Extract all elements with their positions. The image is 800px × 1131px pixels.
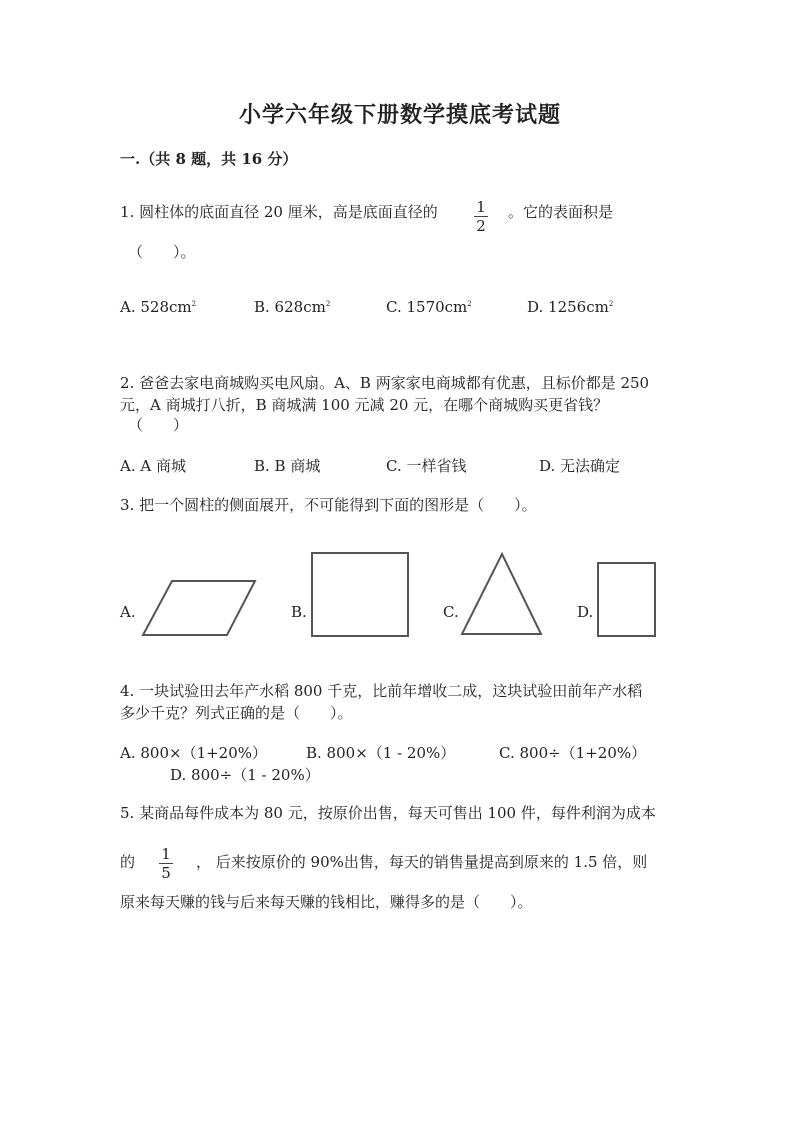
parallelogram-shape bbox=[143, 581, 255, 635]
q2-option-b[interactable]: B. B 商城 bbox=[254, 457, 321, 475]
q5-fraction bbox=[159, 846, 173, 881]
q5-line-2-start: 的 bbox=[120, 853, 136, 871]
square-shape bbox=[312, 553, 408, 636]
triangle-shape bbox=[462, 554, 541, 634]
q3-option-d[interactable]: D. bbox=[577, 603, 594, 621]
q4-option-a[interactable]: A. 800×（1+20%） bbox=[120, 744, 268, 762]
q1-text-end: 。它的表面积是 bbox=[508, 203, 614, 221]
q4-option-b[interactable]: B. 800×（1 - 20%） bbox=[306, 744, 456, 762]
q2-option-c[interactable]: C. 一样省钱 bbox=[386, 457, 467, 475]
q5-line-3: 原来每天赚的钱与后来每天赚的钱相比，赚得多的是（ ）。 bbox=[120, 893, 533, 911]
q4-option-d[interactable]: D. 800÷（1 - 20%） bbox=[170, 766, 320, 784]
q5-fraction-numerator: 1 bbox=[161, 845, 171, 863]
q5-fraction-denominator: 5 bbox=[161, 864, 171, 882]
q1-text: 1. 圆柱体的底面直径 20 厘米，高是底面直径的 bbox=[120, 203, 438, 221]
q5-line-1: 5. 某商品每件成本为 80 元，按原价出售，每天可售出 100 件，每件利润为成本 bbox=[120, 804, 656, 822]
q1-option-b[interactable]: B. $628cm^2$ bbox=[254, 298, 331, 316]
q3-option-b[interactable]: B. bbox=[291, 603, 307, 621]
q2-option-d[interactable]: D. 无法确定 bbox=[539, 457, 621, 475]
rectangle-shape bbox=[598, 563, 655, 636]
q1-option-c[interactable]: C. $1570cm^2$ bbox=[386, 298, 472, 316]
q1-option-a[interactable]: A. $528cm^2$ bbox=[120, 298, 197, 316]
q4-option-c[interactable]: C. 800÷（1+20%） bbox=[499, 744, 647, 762]
q1-fraction-denominator: 2 bbox=[476, 217, 486, 235]
q4-line-1: 4. 一块试验田去年产水稻 800 千克，比前年增收二成，这块试验田前年产水稻 bbox=[120, 682, 643, 700]
q4-line-2: 多少千克？列式正确的是（ ）。 bbox=[120, 704, 353, 722]
q3-option-c[interactable]: C. bbox=[443, 603, 459, 621]
q1-fraction-numerator: 1 bbox=[476, 198, 486, 216]
section-heading: 一.（共 8 题，共 16 分） bbox=[120, 150, 298, 168]
q3-text: 3. 把一个圆柱的侧面展开，不可能得到下面的图形是（ ）。 bbox=[120, 496, 537, 514]
q3-option-a[interactable]: A. bbox=[120, 603, 136, 621]
q2-line-2: 元，A 商城打八折，B 商城满 100 元减 20 元，在哪个商城购买更省钱？ bbox=[120, 396, 609, 414]
q5-line-2-end: ， 后来按原价的 90%出售，每天的销售量提高到原来的 1.5 倍，则 bbox=[196, 853, 648, 871]
q2-answer-blank: （ ） bbox=[128, 416, 189, 434]
q2-line-1: 2. 爸爸去家电商城购买电风扇。A、B 两家家电商城都有优惠，且标价都是 250 bbox=[120, 374, 650, 392]
q2-option-a[interactable]: A. A 商城 bbox=[120, 457, 186, 475]
q1-option-d[interactable]: D. $1256cm^2$ bbox=[527, 298, 614, 316]
q1-answer-blank: （ ）。 bbox=[128, 243, 196, 261]
page-title: 小学六年级下册数学摸底考试题 bbox=[238, 102, 561, 128]
